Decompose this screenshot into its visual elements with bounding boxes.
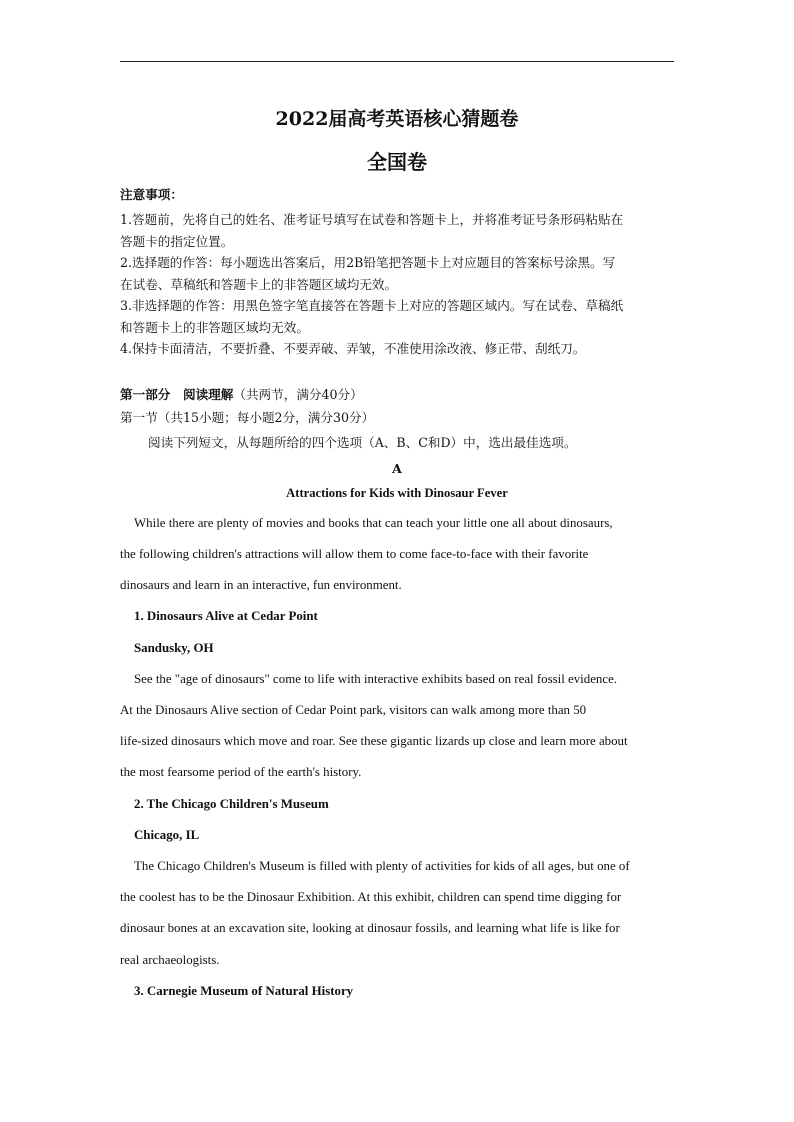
passage-line: life-sized dinosaurs which move and roar. See these gigantic lizards up close and learn more about [120, 734, 628, 748]
passage-line: dinosaur bones at an excavation site, looking at dinosaur fossils, and learning what life is like for [120, 921, 620, 935]
attraction-heading: 3. Carnegie Museum of Natural History [134, 984, 354, 998]
attraction-heading: 1. Dinosaurs Alive at Cedar Point [134, 609, 318, 623]
notes-line: 答题卡的指定位置。 [120, 234, 234, 249]
part-heading [120, 389, 680, 402]
passage-line: real archaeologists. [120, 953, 220, 967]
exam-subtitle: 全国卷 [367, 150, 427, 174]
notes-line: 1.答题前，先将自己的姓名、准考证号填写在试卷和答题卡上，并将准考证号条形码粘贴在 [120, 212, 624, 227]
passage-line: dinosaurs and learn in an interactive, fun environment. [120, 578, 402, 592]
instruction: 阅读下列短文，从每题所给的四个选项（A、B、C和D）中，选出最佳选项。 [148, 435, 577, 450]
notes-line: 4.保持卡面清洁，不要折叠、不要弄破、弄皱，不准使用涂改液、修正带、刮纸刀。 [120, 341, 586, 356]
attraction-heading: 2. The Chicago Children's Museum [134, 797, 329, 811]
attraction-location: Sandusky, OH [134, 641, 214, 655]
passage-line: See the "age of dinosaurs" come to life with interactive exhibits based on real fossil evidence. [134, 672, 618, 686]
attraction-location: Chicago, IL [134, 828, 200, 842]
header-rule [120, 61, 674, 62]
notes-line: 3.非选择题的作答：用黑色签字笔直接答在答题卡上对应的答题区域内。写在试卷、草稿纸 [120, 298, 624, 313]
notes-line: 和答题卡上的非答题区域均无效。 [120, 320, 309, 335]
passage-line: While there are plenty of movies and books that can teach your little one all about dinosaurs, [134, 516, 613, 530]
passage-title: Attractions for Kids with Dinosaur Fever [286, 486, 508, 500]
passage-line: the following children's attractions will allow them to come face-to-face with their favorite [120, 547, 589, 561]
notes-heading: 注意事项： [120, 187, 183, 202]
part-heading-rest: （共两节，满分40分） [233, 387, 363, 402]
passage-line: the coolest has to be the Dinosaur Exhibition. At this exhibit, children can spend time digging for [120, 890, 622, 904]
notes-line: 在试卷、草稿纸和答题卡上的非答题区域均无效。 [120, 277, 398, 292]
passage-label: A [392, 461, 402, 476]
section-heading: 第一节（共15小题；每小题2分，满分30分） [120, 410, 375, 425]
passage-line: the most fearsome period of the earth's history. [120, 765, 362, 779]
passage-line: The Chicago Children's Museum is filled with plenty of activities for kids of all ages, but one of [134, 859, 630, 873]
exam-title: 2022届高考英语核心猜题卷 [275, 108, 519, 130]
part-heading-bold: 第一部分 阅读理解 [120, 387, 234, 402]
passage-line: At the Dinosaurs Alive section of Cedar Point park, visitors can walk among more than 50 [120, 703, 587, 717]
notes-line: 2.选择题的作答：每小题选出答案后，用2B铅笔把答题卡上对应题目的答案标号涂黑。写 [120, 255, 616, 270]
